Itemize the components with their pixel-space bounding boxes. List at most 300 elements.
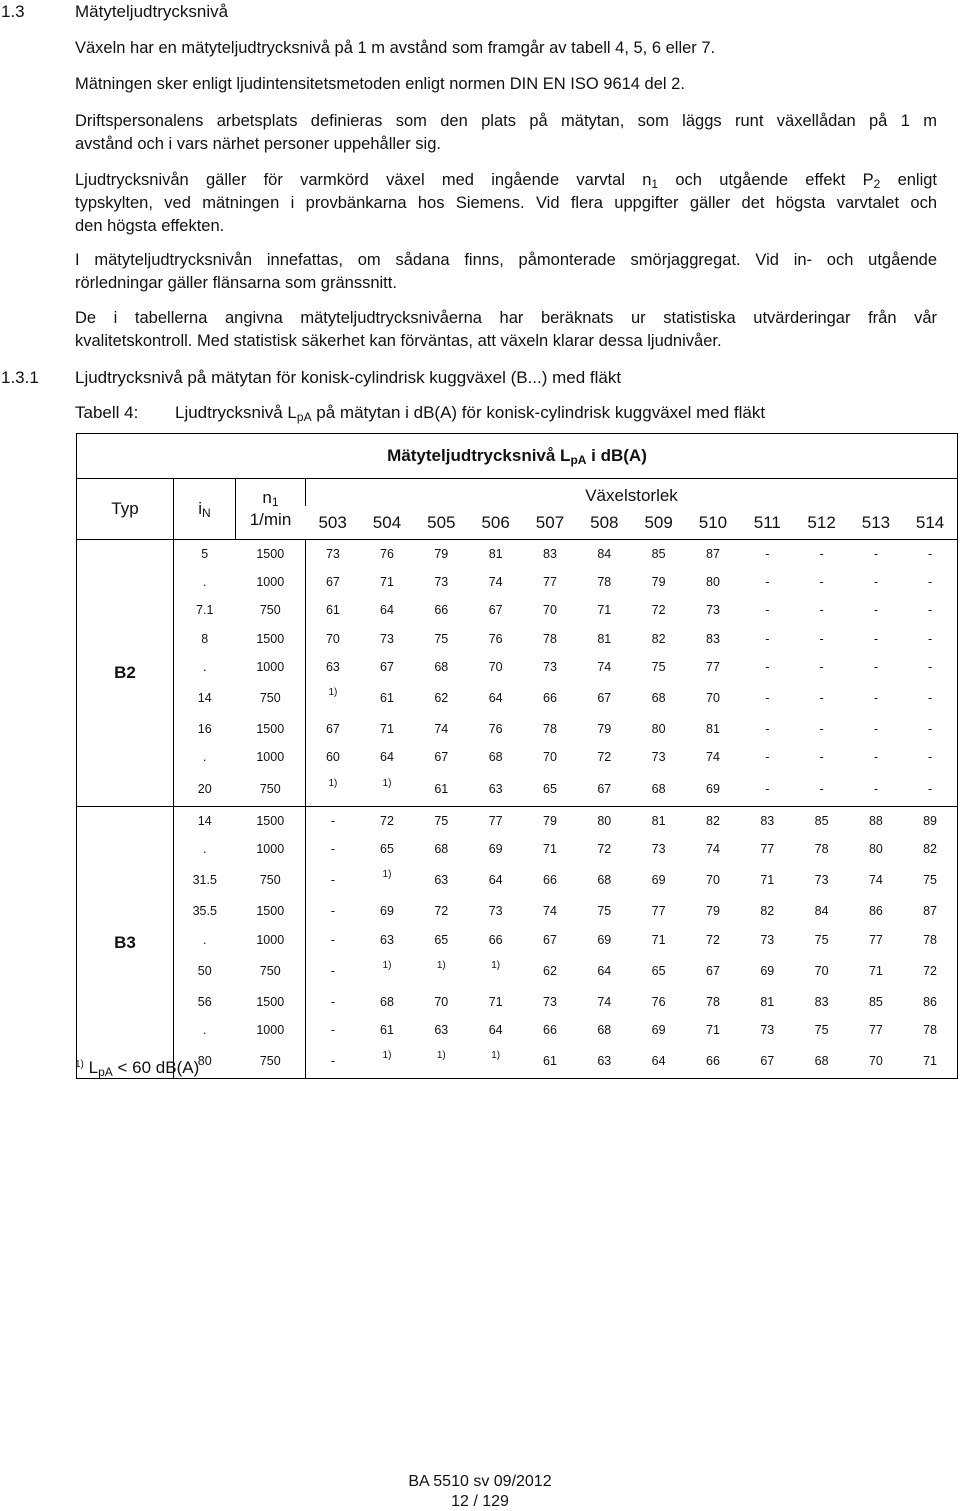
level-cell: 80 — [597, 813, 612, 828]
level-cell: 78 — [543, 631, 557, 646]
level-cell: 69 — [380, 904, 394, 919]
level-cell: 1) — [360, 772, 414, 807]
level-cell: - — [740, 772, 794, 807]
level-cell: 78 — [903, 1016, 957, 1044]
level-cell: 74 — [434, 722, 449, 737]
level-cell: 70 — [434, 994, 449, 1009]
level-cell: 63 — [306, 653, 360, 681]
column-header-size: 513 — [849, 506, 903, 540]
paragraph-line: kvalitetskontroll. Med statistisk säkerhet kan förväntas, att växeln klarar dessa ljudnivåer. — [75, 332, 722, 350]
level-cell: 74 — [868, 873, 883, 888]
level-cell: - — [765, 603, 770, 618]
level-cell: - — [873, 691, 879, 706]
level-cell: 60 — [306, 743, 360, 771]
level-cell: 82 — [706, 813, 720, 828]
level-cell: 67 — [740, 1044, 794, 1079]
level-cell: 81 — [706, 722, 720, 737]
level-cell: 78 — [814, 841, 829, 856]
level-cell: 61 — [306, 596, 360, 624]
level-cell: 71 — [760, 873, 775, 888]
level-cell: 81 — [488, 547, 503, 562]
paragraph-line: Driftspersonalens arbetsplats definieras som den plats på mätytan, som läggs runt växellådan på 1 m — [75, 112, 937, 130]
level-cell: - — [819, 547, 824, 562]
table-row — [77, 772, 958, 807]
table-row — [77, 925, 958, 953]
level-cell: 78 — [903, 925, 957, 953]
level-cell: 85 — [651, 547, 666, 562]
level-cell: 67 — [577, 772, 631, 807]
level-cell: 79 — [543, 813, 557, 828]
column-header-size-title: Växelstorlek — [306, 479, 958, 507]
ratio-cell: 80 — [174, 1044, 236, 1079]
paragraph — [75, 249, 937, 295]
speed-cell: 750 — [259, 963, 281, 978]
ratio-cell: 31.5 — [174, 863, 236, 897]
level-cell: 75 — [903, 863, 957, 897]
table-row — [77, 596, 958, 624]
level-cell: 73 — [380, 631, 394, 646]
footer-doc-id: BA 5510 sv 09/2012 — [408, 1473, 552, 1490]
level-cell: 64 — [488, 873, 503, 888]
level-cell: 88 — [868, 813, 883, 828]
level-cell: 79 — [706, 904, 720, 919]
level-cell: 73 — [814, 873, 829, 888]
level-cell: 67 — [597, 691, 612, 706]
section-title: Mätyteljudtrycksnivå — [75, 2, 229, 21]
level-cell: 66 — [543, 873, 557, 888]
level-cell: 76 — [488, 631, 503, 646]
level-cell: - — [765, 750, 770, 765]
level-cell: 62 — [543, 963, 557, 978]
level-cell: 70 — [706, 873, 720, 888]
table-row — [77, 1044, 958, 1079]
level-cell: 1) — [360, 1044, 414, 1079]
level-cell: 81 — [651, 813, 666, 828]
level-cell: 66 — [543, 1023, 557, 1038]
speed-cell: 1500 — [256, 904, 285, 919]
level-cell: 71 — [380, 722, 394, 737]
level-cell: - — [873, 659, 879, 674]
level-cell: 78 — [543, 722, 557, 737]
level-cell: 70 — [849, 1044, 903, 1079]
level-cell: 64 — [488, 691, 503, 706]
level-cell: 69 — [651, 873, 666, 888]
level-cell: 73 — [760, 1023, 775, 1038]
paragraph-line: Växeln har en mätyteljudtrycksnivå på 1 m avstånd som framgår av tabell 4, 5, 6 eller 7. — [75, 39, 716, 57]
level-cell: 77 — [760, 841, 775, 856]
level-cell: 73 — [434, 575, 449, 590]
level-cell: - — [903, 568, 957, 596]
level-cell: - — [873, 547, 879, 562]
level-cell: 75 — [434, 631, 449, 646]
level-cell: 73 — [706, 603, 720, 618]
level-cell: 82 — [651, 631, 666, 646]
level-cell: 63 — [434, 1023, 449, 1038]
level-cell: 69 — [686, 772, 740, 807]
level-cell: 83 — [814, 994, 829, 1009]
level-cell: - — [873, 750, 879, 765]
level-cell: 65 — [434, 932, 449, 947]
level-cell: 71 — [706, 1023, 720, 1038]
level-cell: 78 — [706, 994, 720, 1009]
ratio-cell: 50 — [174, 954, 236, 988]
level-cell: - — [765, 547, 770, 562]
level-cell: 1) — [468, 1044, 522, 1079]
level-cell: 83 — [760, 813, 775, 828]
level-cell: 74 — [543, 904, 557, 919]
level-cell: 63 — [577, 1044, 631, 1079]
level-cell: 68 — [434, 659, 449, 674]
level-cell: - — [819, 631, 824, 646]
column-header-size: 507 — [523, 506, 577, 540]
level-cell: - — [306, 954, 360, 988]
speed-cell: 1500 — [256, 547, 285, 562]
speed-cell: 1500 — [256, 631, 285, 646]
level-cell: 64 — [488, 1023, 503, 1038]
level-cell: 77 — [868, 1023, 883, 1038]
paragraph-line: avstånd och i vars närhet personer uppehåller sig. — [75, 135, 441, 153]
column-header-size: 509 — [631, 506, 685, 540]
level-cell: 74 — [597, 659, 612, 674]
level-cell: 68 — [794, 1044, 848, 1079]
paragraph — [75, 73, 937, 96]
speed-cell: 750 — [236, 1044, 306, 1079]
level-cell: 1) — [382, 869, 392, 881]
level-cell: 82 — [760, 904, 775, 919]
section-number: 1.3 — [1, 2, 25, 21]
level-cell: 1) — [491, 959, 501, 971]
level-cell: 72 — [651, 603, 666, 618]
table-caption: Ljudtrycksnivå $L_{pA}$ på mätytan i dB(A) för konisk-cylindrisk kuggväxel med fläkt — [175, 403, 766, 424]
level-cell: 68 — [631, 772, 685, 807]
level-cell: 73 — [488, 904, 503, 919]
level-cell: 63 — [434, 873, 449, 888]
paragraph-line: I mätyteljudtrycksnivån innefattas, om sådana finns, påmonterade smörjaggregat. Vid in- och utgående — [75, 251, 937, 269]
level-cell: 81 — [760, 994, 775, 1009]
level-cell: 76 — [380, 547, 394, 562]
level-cell: 74 — [706, 750, 720, 765]
level-cell: 67 — [434, 750, 449, 765]
level-cell: - — [903, 596, 957, 624]
level-cell: 71 — [651, 932, 666, 947]
level-cell: 68 — [488, 750, 503, 765]
level-cell: 65 — [651, 963, 666, 978]
ratio-cell: 8 — [174, 625, 236, 653]
level-cell: 67 — [380, 659, 394, 674]
level-cell: 64 — [380, 750, 394, 765]
level-cell: 1) — [436, 959, 446, 971]
level-cell: 70 — [543, 750, 557, 765]
level-cell: - — [903, 715, 957, 743]
level-cell: - — [794, 772, 848, 807]
table-row — [77, 863, 958, 897]
level-cell: 67 — [306, 715, 360, 743]
level-cell: 68 — [434, 841, 449, 856]
paragraph — [75, 37, 937, 60]
level-cell: 74 — [706, 841, 720, 856]
level-cell: - — [306, 897, 360, 925]
level-cell: - — [903, 653, 957, 681]
level-cell: 1) — [306, 681, 360, 715]
speed-cell: 1000 — [256, 575, 285, 590]
level-cell: 70 — [706, 691, 720, 706]
table-row — [77, 568, 958, 596]
level-cell: 63 — [380, 932, 394, 947]
table-row — [77, 988, 958, 1016]
level-cell: - — [873, 603, 879, 618]
column-header-size: 512 — [794, 506, 848, 540]
ratio-cell: 56 — [174, 988, 236, 1016]
column-header-size: 503 — [306, 506, 360, 540]
level-cell: 89 — [903, 806, 957, 835]
column-header-n1: $n_1$ 1/min — [236, 479, 306, 540]
level-cell: 79 — [434, 547, 449, 562]
level-cell: 66 — [543, 691, 557, 706]
level-cell: 79 — [651, 575, 666, 590]
footnote: $^{1)}$ $L_{pA} < 60$ dB(A) — [75, 1058, 200, 1079]
level-cell: - — [903, 540, 957, 569]
level-cell: 75 — [597, 904, 612, 919]
level-cell: - — [306, 1016, 360, 1044]
level-cell: 66 — [434, 603, 449, 618]
level-cell: 72 — [434, 904, 449, 919]
level-cell: - — [873, 722, 879, 737]
level-cell: - — [819, 691, 824, 706]
level-cell: 64 — [597, 963, 612, 978]
subsection-title: Ljudtrycksnivå på mätytan för konisk-cylindrisk kuggväxel (B...) med fläkt — [75, 368, 622, 387]
level-cell: 77 — [543, 575, 557, 590]
paragraph — [75, 110, 937, 156]
level-cell: 78 — [597, 575, 612, 590]
paragraph-line: den högsta effekten. — [75, 217, 225, 235]
type-cell: B3 — [77, 806, 174, 1079]
level-cell: 77 — [706, 659, 720, 674]
paragraph-line: Mätningen sker enligt ljudintensitetsmetoden enligt normen DIN EN ISO 9614 del 2. — [75, 75, 685, 93]
table-row — [77, 653, 958, 681]
speed-cell: 1500 — [256, 994, 285, 1009]
speed-cell: 1000 — [256, 750, 285, 765]
level-cell: - — [903, 743, 957, 771]
level-cell: - — [306, 863, 360, 897]
paragraph — [75, 307, 937, 353]
ratio-cell: . — [174, 568, 236, 596]
level-cell: - — [765, 722, 770, 737]
table-row — [77, 1016, 958, 1044]
ratio-cell: . — [174, 743, 236, 771]
level-cell: 65 — [380, 841, 394, 856]
ratio-cell: 20 — [174, 772, 236, 807]
level-cell: 75 — [434, 813, 449, 828]
table-heading: Mätyteljudtrycksnivå $L_{pA}$ i dB(A) — [77, 434, 958, 479]
level-cell: 85 — [814, 813, 829, 828]
level-cell: 71 — [903, 1044, 957, 1079]
speed-cell: 1500 — [256, 722, 285, 737]
level-cell: - — [306, 835, 360, 863]
level-cell: 83 — [543, 547, 557, 562]
level-cell: 80 — [706, 575, 720, 590]
level-cell: 86 — [903, 988, 957, 1016]
level-cell: 76 — [651, 994, 666, 1009]
level-cell: 82 — [903, 835, 957, 863]
level-cell: 71 — [868, 963, 883, 978]
level-cell: 1) — [382, 959, 392, 971]
ratio-cell: 35.5 — [174, 897, 236, 925]
level-cell: - — [903, 772, 957, 807]
speed-cell: 750 — [236, 772, 306, 807]
level-cell: 73 — [651, 750, 666, 765]
level-cell: 1) — [306, 772, 360, 807]
level-cell: - — [873, 575, 879, 590]
column-header-typ: Typ — [77, 479, 174, 540]
level-cell: 71 — [597, 603, 612, 618]
paragraph-line: typskylten, ved mätningen i provbänkarna hos Siemens. Vid flera uppgifter gäller det högsta varvtalet och — [75, 194, 937, 212]
paragraph-sound-level — [75, 169, 937, 238]
column-header-size: 508 — [577, 506, 631, 540]
level-cell: 70 — [814, 963, 829, 978]
level-cell: 63 — [468, 772, 522, 807]
level-cell: 68 — [597, 1023, 612, 1038]
level-cell: - — [849, 772, 903, 807]
speed-cell: 750 — [259, 873, 281, 888]
level-cell: 77 — [651, 904, 666, 919]
level-cell: 1) — [414, 1044, 468, 1079]
subsection-number: 1.3.1 — [1, 368, 39, 387]
paragraph-line: Ljudtrycksnivån gäller för varmkörd växel med ingående varvtal $n_1$ och utgående effekt $P_2$ enligt — [75, 171, 938, 191]
paragraph-line: De i tabellerna angivna mätyteljudtrycksnivåerna har beräknats ur statistiska utvärderingar från vår — [75, 309, 937, 327]
level-cell: 84 — [814, 904, 829, 919]
ratio-cell: 5 — [174, 540, 236, 569]
level-cell: 69 — [651, 1023, 666, 1038]
level-cell: 68 — [651, 691, 666, 706]
level-cell: 72 — [597, 841, 612, 856]
level-cell: - — [903, 681, 957, 715]
level-cell: 85 — [868, 994, 883, 1009]
level-cell: 73 — [651, 841, 666, 856]
level-cell: 65 — [523, 772, 577, 807]
level-cell: 62 — [434, 691, 449, 706]
level-cell: - — [819, 603, 824, 618]
table-row — [77, 715, 958, 743]
speed-cell: 1000 — [256, 932, 285, 947]
level-cell: 72 — [597, 750, 612, 765]
footer-page-number: 12 / 129 — [451, 1493, 509, 1510]
level-cell: - — [306, 1044, 360, 1079]
level-cell: 73 — [306, 540, 360, 569]
speed-cell: 1000 — [256, 841, 285, 856]
paragraph-line: rörledningar gäller flänsarna som gränssnitt. — [75, 274, 397, 292]
ratio-cell: . — [174, 1016, 236, 1044]
level-cell: 81 — [597, 631, 612, 646]
level-cell: 87 — [706, 547, 720, 562]
speed-cell: 1000 — [256, 659, 285, 674]
ratio-cell: . — [174, 925, 236, 953]
level-cell: 83 — [706, 631, 720, 646]
ratio-cell: . — [174, 835, 236, 863]
column-header-size: 505 — [414, 506, 468, 540]
table-row — [77, 806, 958, 835]
column-header-in: $i_N$ — [174, 479, 236, 540]
level-cell: 87 — [903, 897, 957, 925]
level-cell: 61 — [380, 691, 394, 706]
level-cell: - — [306, 806, 360, 835]
level-cell: 69 — [488, 841, 503, 856]
level-cell: 69 — [597, 932, 612, 947]
level-cell: - — [873, 631, 879, 646]
level-cell: - — [306, 925, 360, 953]
table-row — [77, 625, 958, 653]
level-cell: 66 — [686, 1044, 740, 1079]
level-cell: - — [765, 631, 770, 646]
column-header-size: 511 — [740, 506, 794, 540]
level-cell: 71 — [488, 994, 503, 1009]
level-cell: 76 — [488, 722, 503, 737]
level-cell: 61 — [380, 1023, 394, 1038]
level-cell: 73 — [543, 994, 557, 1009]
level-cell: - — [765, 575, 770, 590]
level-cell: 75 — [814, 1023, 829, 1038]
type-cell: B2 — [77, 540, 174, 807]
level-cell: 75 — [814, 932, 829, 947]
ratio-cell: 14 — [174, 681, 236, 715]
column-header-size: 504 — [360, 506, 414, 540]
speed-cell: 750 — [259, 691, 281, 706]
level-cell: 67 — [306, 568, 360, 596]
level-cell: 67 — [706, 963, 720, 978]
level-cell: - — [903, 625, 957, 653]
column-header-size: 514 — [903, 506, 957, 540]
level-cell: 80 — [868, 841, 883, 856]
level-cell: 64 — [631, 1044, 685, 1079]
level-cell: - — [765, 691, 770, 706]
level-cell: 75 — [651, 659, 666, 674]
table-label: Tabell 4: — [75, 403, 139, 422]
table-row — [77, 897, 958, 925]
level-cell: 72 — [903, 954, 957, 988]
table-row — [77, 954, 958, 988]
column-header-size: 506 — [468, 506, 522, 540]
level-cell: 86 — [868, 904, 883, 919]
level-cell: 84 — [597, 547, 612, 562]
speed-cell: 750 — [259, 603, 281, 618]
level-cell: 72 — [380, 813, 394, 828]
table-row — [77, 835, 958, 863]
level-cell: 64 — [380, 603, 394, 618]
level-cell: - — [819, 722, 824, 737]
level-cell: - — [819, 750, 824, 765]
level-cell: 74 — [597, 994, 612, 1009]
level-cell: 74 — [488, 575, 503, 590]
table-row — [77, 743, 958, 771]
level-cell: - — [765, 659, 770, 674]
level-cell: 68 — [597, 873, 612, 888]
level-cell: 71 — [543, 841, 557, 856]
ratio-cell: 16 — [174, 715, 236, 743]
level-cell: 77 — [868, 932, 883, 947]
ratio-cell: 7.1 — [174, 596, 236, 624]
level-cell: 73 — [543, 659, 557, 674]
level-cell: 68 — [380, 994, 394, 1009]
speed-cell: 1000 — [256, 1023, 285, 1038]
speed-cell: 1500 — [256, 813, 285, 828]
level-cell: 61 — [414, 772, 468, 807]
level-cell: 77 — [488, 813, 503, 828]
level-cell: 67 — [543, 932, 557, 947]
level-cell: 80 — [651, 722, 666, 737]
level-cell: 61 — [523, 1044, 577, 1079]
level-cell: 70 — [306, 625, 360, 653]
level-cell: 66 — [488, 932, 503, 947]
level-cell: - — [306, 988, 360, 1016]
